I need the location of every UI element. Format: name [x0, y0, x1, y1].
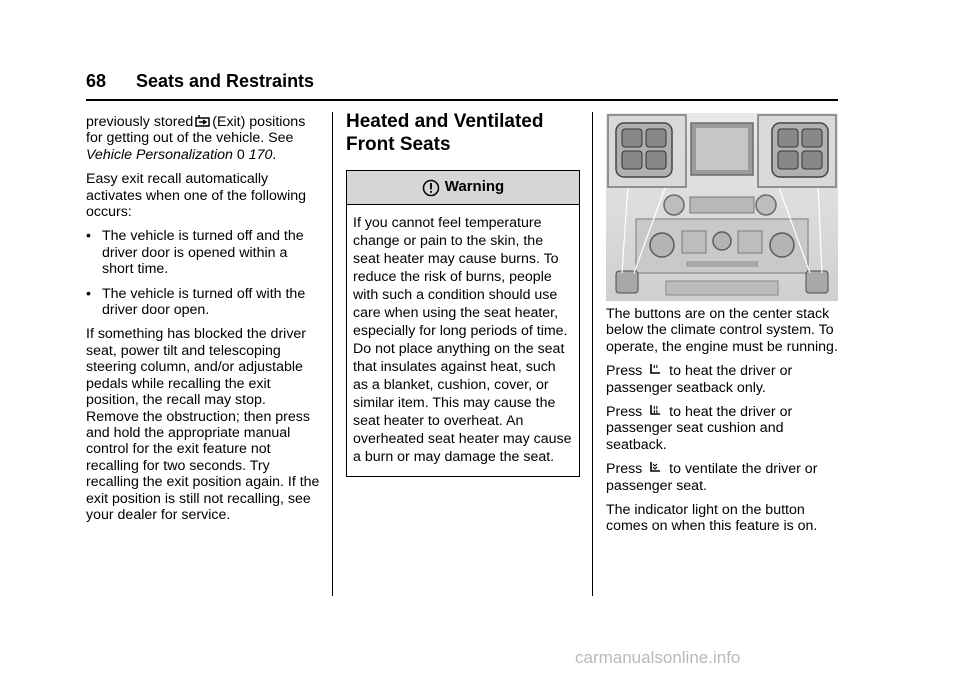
warning-header [347, 171, 579, 205]
heated-seatback-icon [648, 363, 663, 376]
middle-column [346, 110, 580, 477]
left-column [86, 114, 322, 531]
center-stack-illustration [606, 113, 838, 301]
paragraph: Press to heat the driver or passenger seat cushion and seatback. [606, 404, 793, 453]
watermark: carmanualsonline.info [575, 648, 741, 667]
paragraph: Press to ventilate the driver or passenger seat. [606, 461, 818, 494]
warning-title: Warning [444, 178, 505, 196]
xref-arrow-icon: 0 [236, 146, 245, 163]
paragraph: The indicator light on the button comes on when this feature is on. [606, 502, 818, 535]
cross-reference-link[interactable]: Vehicle Personalization [86, 146, 233, 163]
page-number: 68 [86, 71, 107, 91]
page-header [86, 71, 838, 101]
section-heading: Heated and Ventilated Front Seats [346, 111, 544, 155]
exit-position-icon [195, 114, 210, 127]
right-column [606, 306, 838, 543]
column-divider [592, 112, 593, 596]
column-divider [332, 112, 333, 596]
paragraph: Press to heat the driver or passenger seatback only. [606, 363, 793, 396]
section-title: Seats and Restraints [136, 71, 315, 91]
paragraph: previously stored (Exit) positions for getting out of the vehicle. See Vehicle Personalization 0 170. [86, 114, 306, 163]
heated-seat-cushion-icon [648, 404, 663, 417]
paragraph: The buttons are on the center stack below the climate control system. To operate, the engine must be running. [606, 306, 838, 355]
bullet-list [86, 228, 322, 318]
xref-page[interactable]: 170 [248, 146, 273, 163]
list-item: • The vehicle is turned off and the driver door is opened within a short time. [86, 228, 304, 278]
ventilated-seat-icon [648, 461, 663, 474]
list-item: • The vehicle is turned off with the driver door open. [86, 285, 306, 319]
bullet-marker: • [86, 285, 91, 302]
warning-box [346, 170, 580, 477]
paragraph: If something has blocked the driver seat, power tilt and telescoping steering column, and/or adjustable pedals while recalling the exit position, the recall may stop. Remove the obstruction; then press and hold the appropriate manual control for the exit feature not recalling for two seconds. Try recalling the exit position again. If the exit position is still not recalling, see your dealer for service. [86, 326, 320, 523]
bullet-marker: • [86, 228, 91, 245]
warning-text: If you cannot feel temperature change or pain to the skin, the seat heater may cause burns. To reduce the risk of burns, people with such a condition should use care when using the seat heater, especially for long periods of time. Do not place anything on the seat that insulates against heat, such as a blanket, cushion, cover, or similar item. This may cause the seat heater to overheat. An overheated seat heater may cause a burn or may damage the seat. [353, 215, 572, 465]
warning-icon [422, 179, 440, 197]
paragraph: Easy exit recall automatically activates when one of the following occurs: [86, 171, 307, 221]
